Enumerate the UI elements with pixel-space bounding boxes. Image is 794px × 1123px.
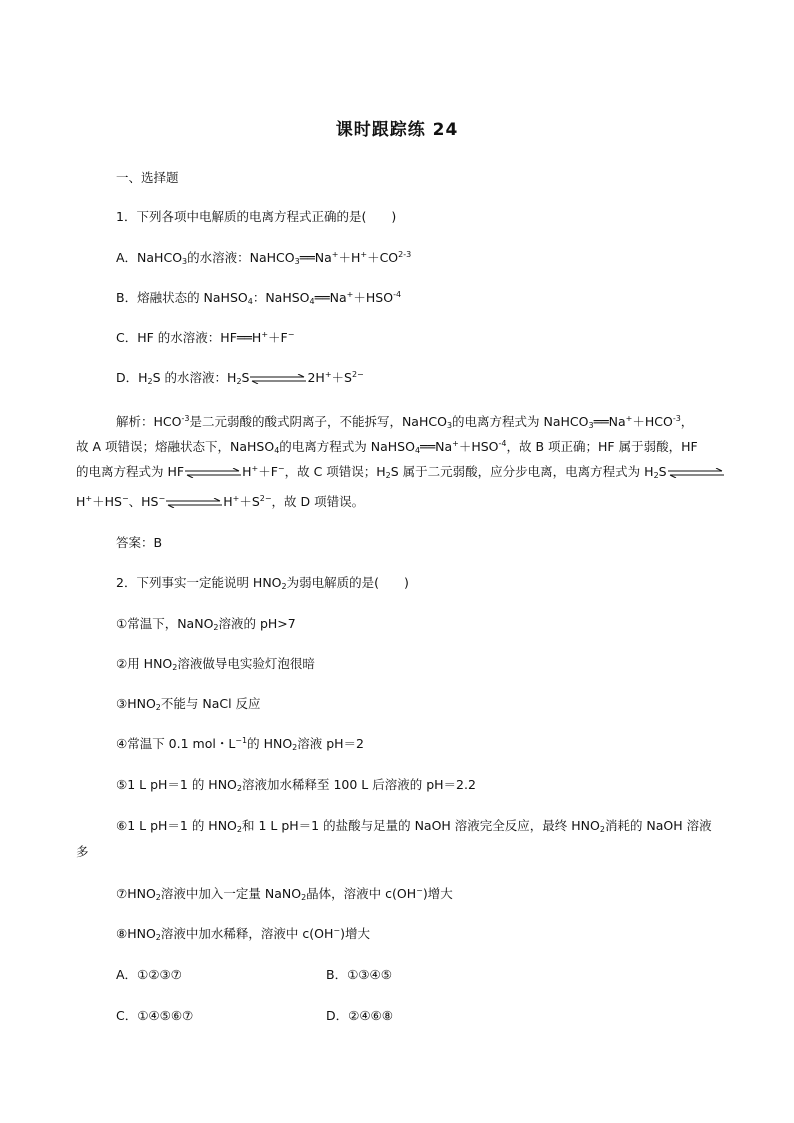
question-2-option-c: C．①④⑤⑥⑦: [116, 1008, 194, 1023]
question-2-statement-3: $③HNO_2$不能与 NaCl 反应: [116, 696, 261, 712]
question-2-statement-5: ⑤1 L pH＝1 的 $HNO_2$溶液加水稀释至 100 L 后溶液的 pH＝2.2: [116, 777, 476, 793]
reversible-arrow-icon: [185, 468, 241, 478]
analysis-line-3: 的电离方程式为 HF H+＋F−，故 C 项错误；$H_2S$ 属于二元弱酸，应分步电离，电离方程式为 $H_2S$: [76, 464, 725, 480]
analysis-line-4: H+＋HS−、HS− $H^++S^{2-}$，故 D 项错误。: [76, 494, 365, 509]
question-2-statement-4: ④常温下 0.1 mol・$L^{-1}$的 $HNO_2$溶液 pH＝2: [116, 736, 365, 752]
reversible-arrow-icon: [166, 498, 222, 508]
answer-1: 答案：B: [116, 535, 163, 550]
question-1-stem: 1．下列各项中电解质的电离方程式正确的是( ): [116, 209, 397, 224]
question-2-statement-2: ②用 $HNO_2$溶液做导电实验灯泡很暗: [116, 656, 315, 672]
analysis-line-2: 故 A 项错误；熔融状态下，NaHSO$_4$的电离方程式为 $NaHSO_4══Na^++HSO^{-4}$，故 B 项正确；HF 属于弱酸，HF: [76, 439, 698, 455]
question-1-option-c: C．HF 的水溶液：HF══H+＋F−: [116, 330, 295, 345]
question-2-stem: 2．下列事实一定能说明 $HNO_2$为弱电解质的是( ): [116, 575, 409, 591]
reversible-arrow-icon: [250, 374, 306, 384]
analysis-line-1: 解析：$HCO^{-3}$是二元弱酸的酸式阴离子，不能拆写，NaHCO$_3$的电离方程式为 $NaHCO_3══Na^++HCO^{-3}$，: [116, 414, 694, 430]
question-2-statement-1: ①常温下，NaNO$_2$溶液的 pH>7: [116, 616, 296, 632]
question-2-statement-8: $⑧HNO_2$溶液中加水稀释，溶液中 c(OH−)增大: [116, 926, 370, 942]
question-1-option-a: A．NaHCO$_3$的水溶液：$NaHCO_3══Na^++H^++CO^{2-3}$: [116, 250, 412, 266]
question-2-statement-6: ⑥1 L pH＝1 的 $HNO_2$和 1 L pH＝1 的盐酸与足量的 NaOH 溶液完全反应，最终 $HNO_2$消耗的 NaOH 溶液: [116, 818, 712, 834]
question-2-option-d: D．②④⑥⑧: [326, 1008, 393, 1023]
reversible-arrow-icon: [668, 468, 724, 478]
question-1-option-b: B．熔融状态的 NaHSO$_4$：$NaHSO_4══Na^++HSO^{-4}$: [116, 290, 402, 306]
question-2-statement-6-cont: 多: [76, 844, 89, 859]
question-2-statement-7: $⑦HNO_2$溶液中加入一定量 NaNO$_2$晶体，溶液中 c(OH−)增大: [116, 886, 453, 902]
question-2-option-b: B．①③④⑤: [326, 967, 392, 982]
section-heading: 一、选择题: [116, 170, 179, 185]
question-2-option-a: A．①②③⑦: [116, 967, 182, 982]
page-title: 课时跟踪练 24: [335, 120, 459, 140]
question-1-option-d: D．$H_2S$ 的水溶液：$H_2S$ $2H^++S^{2-}$: [116, 370, 364, 386]
